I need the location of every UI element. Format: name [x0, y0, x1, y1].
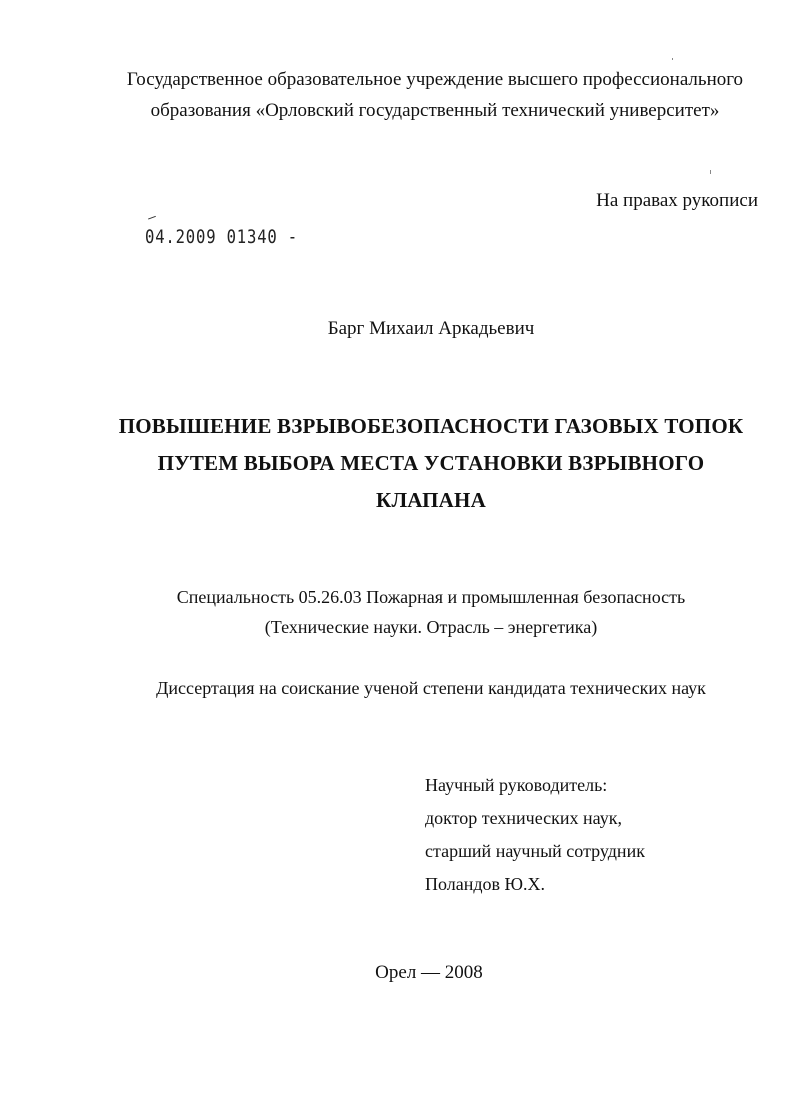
city-year: Орел — 2008	[375, 962, 483, 983]
title-line-3: КЛАПАНА	[376, 488, 486, 512]
specialty-block	[34, 582, 794, 642]
stamp-mark	[148, 216, 158, 225]
institution-line-2: образования «Орловский государственный технический университет»	[150, 100, 720, 121]
specialty-line-2: (Технические науки. Отрасль – энергетика)	[264, 617, 598, 637]
advisor-block	[425, 769, 645, 901]
manuscript-note: На правах рукописи	[596, 190, 758, 211]
title-line-2: ПУТЕМ ВЫБОРА МЕСТА УСТАНОВКИ ВЗРЫВНОГО	[157, 451, 705, 475]
institution-header	[40, 64, 794, 126]
title-line-1: ПОВЫШЕНИЕ ВЗРЫВОБЕЗОПАСНОСТИ ГАЗОВЫХ ТОПОК	[118, 414, 744, 438]
institution-line-1: Государственное образовательное учреждение высшего профессионального	[126, 69, 744, 90]
specialty-line-1: Специальность 05.26.03 Пожарная и промышленная безопасность	[176, 587, 686, 607]
scan-speck	[672, 58, 673, 60]
scan-speck	[710, 170, 711, 174]
registration-number: 04.2009 01340	[145, 226, 278, 248]
advisor-position: старший научный сотрудник	[425, 841, 645, 861]
advisor-label: Научный руководитель:	[425, 775, 608, 795]
author-name: Барг Михаил Аркадьевич	[327, 318, 535, 339]
advisor-degree: доктор технических наук,	[425, 808, 622, 828]
advisor-name: Поландов Ю.Х.	[425, 874, 546, 894]
degree-statement: Диссертация на соискание ученой степени кандидата технических наук	[156, 678, 706, 698]
dissertation-title	[34, 408, 794, 519]
registration-stamp: 04.2009 01340 -	[145, 226, 299, 248]
